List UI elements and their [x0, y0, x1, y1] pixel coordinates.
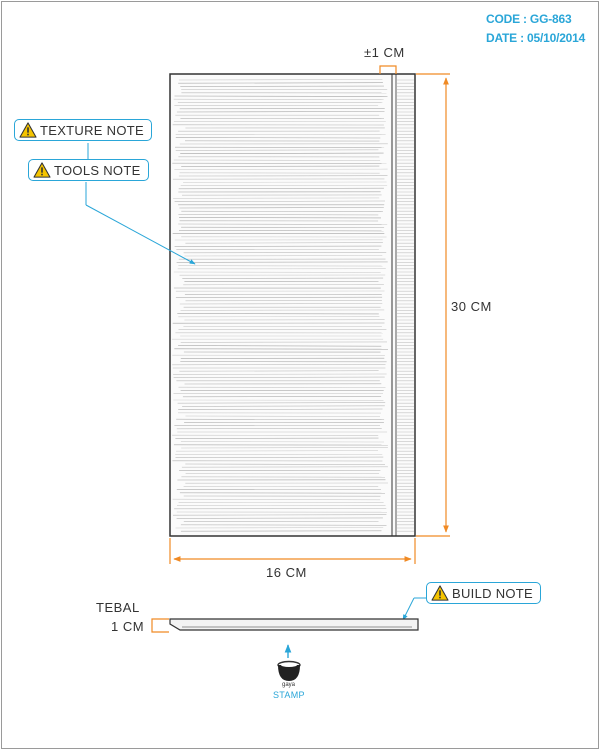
date-label: DATE : 05/10/2014 [486, 31, 586, 45]
thickness-bracket [152, 619, 169, 632]
warning-icon [19, 122, 37, 138]
tolerance-bracket [380, 66, 396, 74]
tools-note-label: TOOLS NOTE [54, 162, 141, 178]
width-dimension [170, 538, 415, 564]
build-note-label: BUILD NOTE [452, 585, 534, 601]
stamp-label: STAMP [273, 690, 305, 700]
tools-note[interactable] [28, 159, 149, 181]
code-label: CODE : GG-863 [486, 12, 572, 26]
stamp-brand: gaya [282, 682, 296, 688]
height-label: 30 CM [451, 299, 492, 314]
stamp-icon [278, 662, 300, 682]
thickness-title: TEBAL [96, 600, 140, 615]
tolerance-label: ±1 CM [364, 45, 405, 60]
warning-icon [431, 585, 449, 601]
texture-note[interactable] [14, 119, 152, 141]
tile-side-view [170, 619, 418, 630]
width-label: 16 CM [266, 565, 307, 580]
warning-icon [33, 162, 51, 178]
height-dimension [416, 74, 450, 536]
texture-note-label: TEXTURE NOTE [40, 122, 144, 138]
build-note[interactable] [426, 582, 541, 604]
thickness-value: 1 CM [111, 619, 145, 634]
tile-top-view [170, 74, 415, 536]
